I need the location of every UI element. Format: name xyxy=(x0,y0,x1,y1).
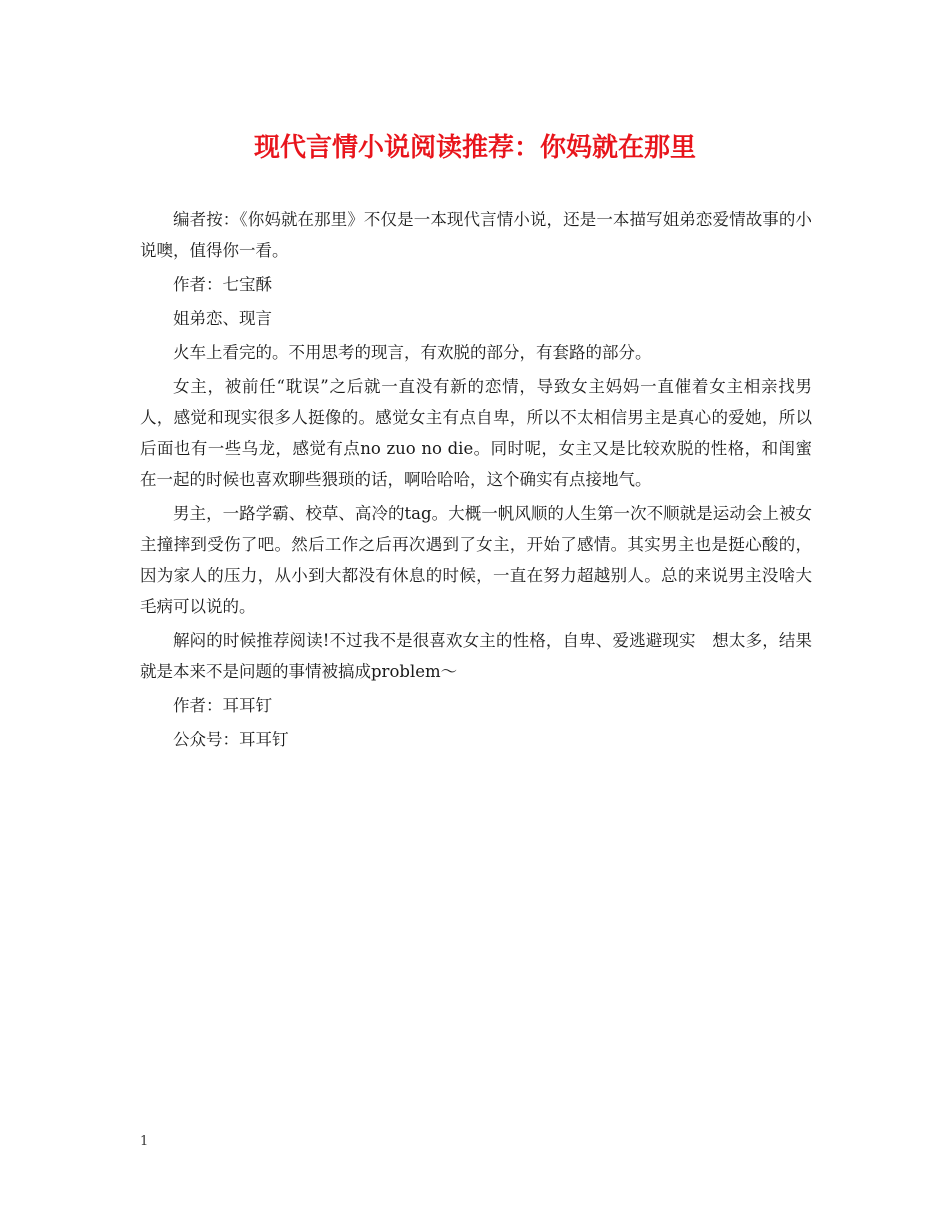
paragraph-editor-note: 编者按：《你妈就在那里》不仅是一本现代言情小说，还是一本描写姐弟恋爱情故事的小说噢，值得你一看。 xyxy=(140,210,812,260)
paragraph-official-account: 公众号：耳耳钉 xyxy=(173,730,289,749)
document-title: 现代言情小说阅读推荐：你妈就在那里 xyxy=(253,133,696,163)
paragraph-intro: 火车上看完的。不用思考的现言，有欢脱的部分，有套路的部分。 xyxy=(173,343,652,362)
document-body xyxy=(140,204,812,758)
paragraph-recommendation: 解闷的时候推荐阅读!不过我不是很喜欢女主的性格，自卑、爱逃避现实 想太多，结果就是本来不是问题的事情被搞成problem～ xyxy=(140,631,812,681)
paragraph-heroine: 女主，被前任“耽误”之后就一直没有新的恋情，导致女主妈妈一直催着女主相亲找男人，感觉和现实很多人挺像的。感觉女主有点自卑，所以不太相信男主是真心的爱她，所以后面也有一些乌龙，感觉有点no zuo no die。同时呢，女主又是比较欢脱的性格，和闺蜜在一起的时候也喜欢聊些猥琐的话，啊哈哈哈，这个确实有点接地气。 xyxy=(140,377,812,489)
paragraph-review-author: 作者：耳耳钉 xyxy=(173,696,272,715)
paragraph-genre: 姐弟恋、现言 xyxy=(173,309,272,328)
paragraph-author: 作者：七宝酥 xyxy=(173,275,272,294)
paragraph-hero: 男主，一路学霸、校草、高冷的tag。大概一帆风顺的人生第一次不顺就是运动会上被女主撞摔到受伤了吧。然后工作之后再次遇到了女主，开始了感情。其实男主也是挺心酸的，因为家人的压力，从小到大都没有休息的时候，一直在努力超越别人。总的来说男主没啥大毛病可以说的。 xyxy=(140,504,812,616)
page-number: 1 xyxy=(140,1134,149,1149)
